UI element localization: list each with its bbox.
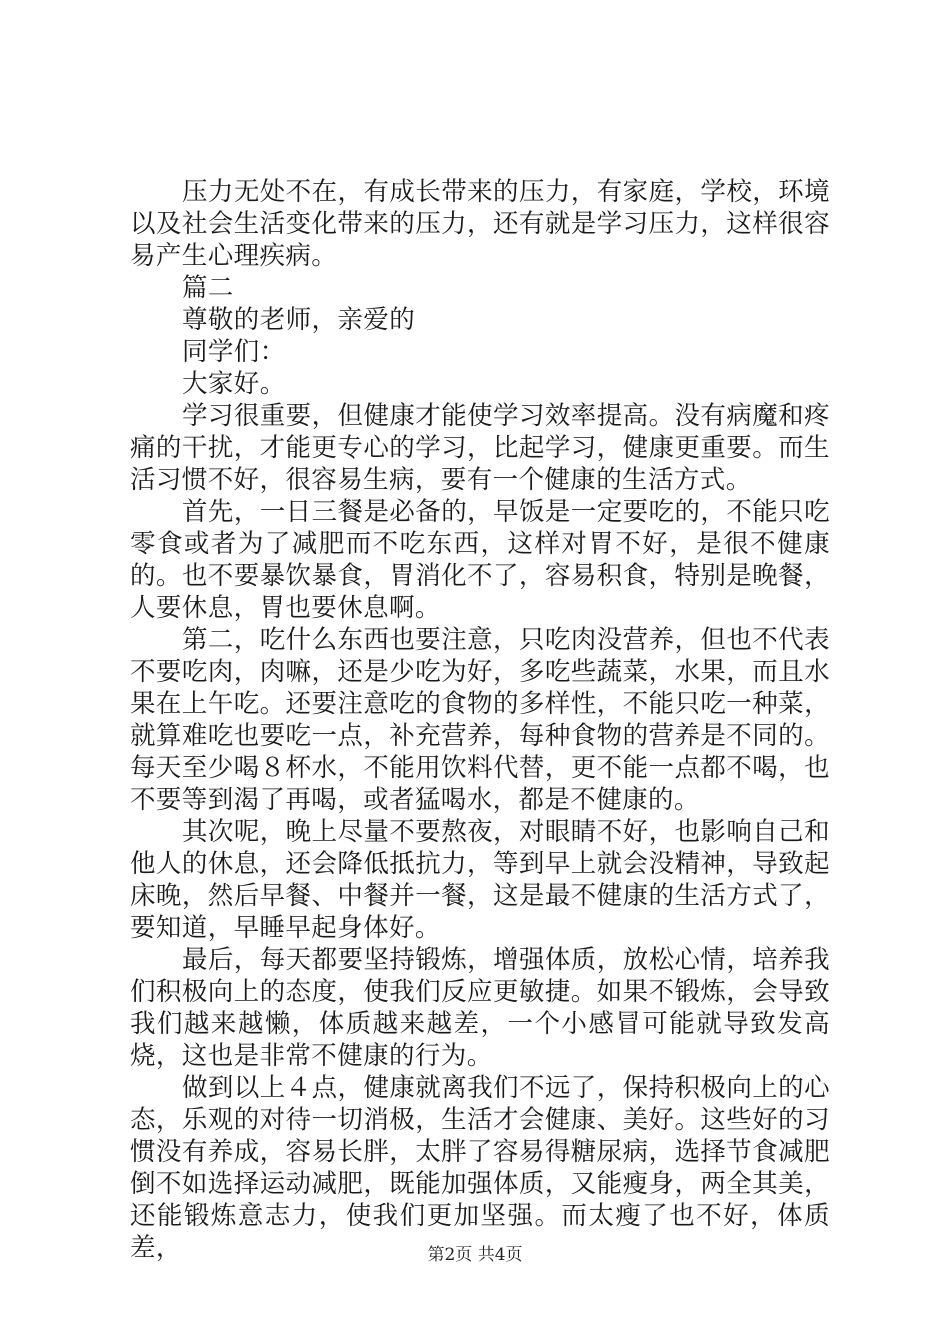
document-body [130, 176, 830, 1264]
paragraph: 最后，每天都要坚持锻炼，增强体质，放松心情，培养我们积极向上的态度，使我们反应更敏捷。如果不锻炼，会导致我们越来越懒，体质越来越差，一个小感冒可能就导致发高烧，这也是非常不健康的行为。 [130, 945, 830, 1071]
salutation-line: 尊敬的老师，亲爱的 [182, 305, 416, 335]
paragraph: 首先，一日三餐是必备的，早饭是一定要吃的，不能只吃零食或者为了减肥而不吃东西，这样对胃不好，是很不健康的。也不要暴饮暴食，胃消化不了，容易积食，特别是晚餐，人要休息，胃也要休息啊。 [130, 497, 830, 623]
paragraph: 做到以上４点，健康就离我们不远了，保持积极向上的心态，乐观的对待一切消极，生活才会健康、美好。这些好的习惯没有养成，容易长胖，太胖了容易得糖尿病，选择节食减肥倒不如选择运动减肥，既能加强体质，又能瘦身，两全其美，还能锻炼意志力，使我们更加坚强。而太瘦了也不好，体质差， [130, 1073, 830, 1263]
greeting-line: 大家好。 [182, 369, 286, 399]
section-heading: 篇二 [182, 273, 234, 303]
paragraph: 压力无处不在，有成长带来的压力，有家庭，学校，环境以及社会生活变化带来的压力，还有就是学习压力，这样很容易产生心理疾病。 [130, 177, 830, 271]
salutation-line: 同学们： [182, 337, 286, 367]
paragraph: 学习很重要，但健康才能使学习效率提高。没有病魔和疼痛的干扰，才能更专心的学习，比起学习，健康更重要。而生活习惯不好，很容易生病，要有一个健康的生活方式。 [130, 401, 830, 495]
paragraph: 第二，吃什么东西也要注意，只吃肉没营养，但也不代表不要吃肉，肉嘛，还是少吃为好，多吃些蔬菜，水果，而且水果在上午吃。还要注意吃的食物的多样性，不能只吃一种菜，就算难吃也要吃一点，补充营养，每种食物的营养是不同的。每天至少喝８杯水，不能用饮料代替，更不能一点都不喝，也不要等到渴了再喝，或者猛喝水，都是不健康的。 [130, 625, 830, 815]
paragraph: 其次呢，晚上尽量不要熬夜，对眼睛不好，也影响自己和他人的休息，还会降低抵抗力，等到早上就会没精神，导致起床晚，然后早餐、中餐并一餐，这是最不健康的生活方式了，要知道，早睡早起身体好。 [130, 817, 830, 943]
page-number-footer: 第2页 共4页 [427, 1245, 523, 1265]
